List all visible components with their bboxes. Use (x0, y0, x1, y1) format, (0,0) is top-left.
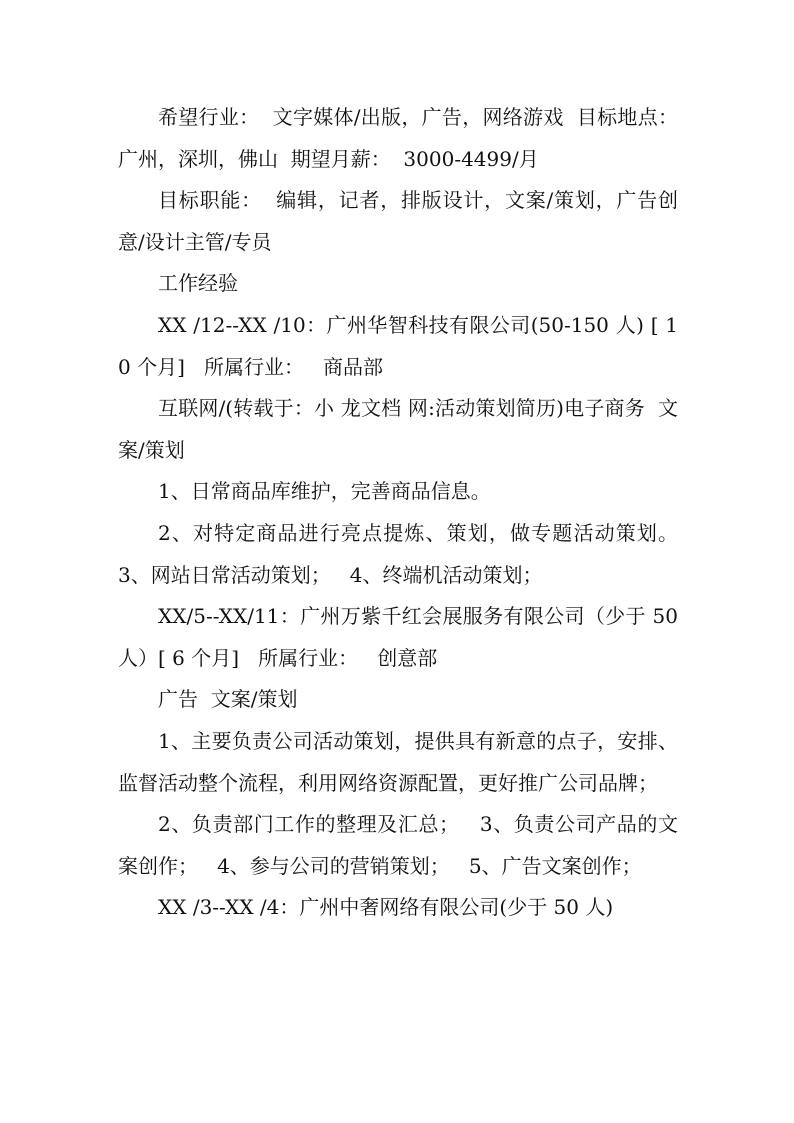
resume-body (118, 97, 691, 929)
job-1-industry: 互联网/(转载于：小 龙文档 网:活动策划简历)电子商务 文案/策划 (118, 396, 678, 462)
work-experience-heading: 工作经验 (158, 271, 238, 296)
job-2-duty-1: 1、主要负责公司活动策划，提供具有新意的点子，安排、监督活动整个流程，利用网络资源配置，更好推广公司品牌； (118, 728, 678, 795)
target-function-paragraph: 目标职能： 编辑，记者，排版设计，文案/策划，广告创意/设计主管/专员 (118, 188, 678, 254)
job-2-position: 广告 文案/策划 (158, 687, 298, 712)
job-1-duty-2: 2、对特定商品进行亮点提炼、策划，做专题活动策划。3、网站日常活动策划； 4、终端机活动策划； (118, 520, 678, 587)
preferences-paragraph: 希望行业： 文字媒体/出版，广告，网络游戏 目标地点： 广州，深圳，佛山 期望月薪： 3000-4499/月 (118, 105, 691, 171)
job-2-duty-2: 2、负责部门工作的整理及汇总； 3、负责公司产品的文案创作； 4、参与公司的营销策划； 5、广告文案创作； (118, 812, 678, 878)
job-2-header: XX/5--XX/11：广州万紫千红会展服务有限公司（少于 50 人）[ 6 个月] 所属行业： 创意部 (118, 604, 685, 670)
job-1-duty-1: 1、日常商品库维护，完善商品信息。 (158, 479, 491, 504)
job-3-header: XX /3--XX /4：广州中奢网络有限公司(少于 50 人) (158, 895, 614, 920)
job-1-header: XX /12--XX /10：广州华智科技有限公司(50-150 人) [ 10 个月] 所属行业： 商品部 (118, 312, 678, 379)
